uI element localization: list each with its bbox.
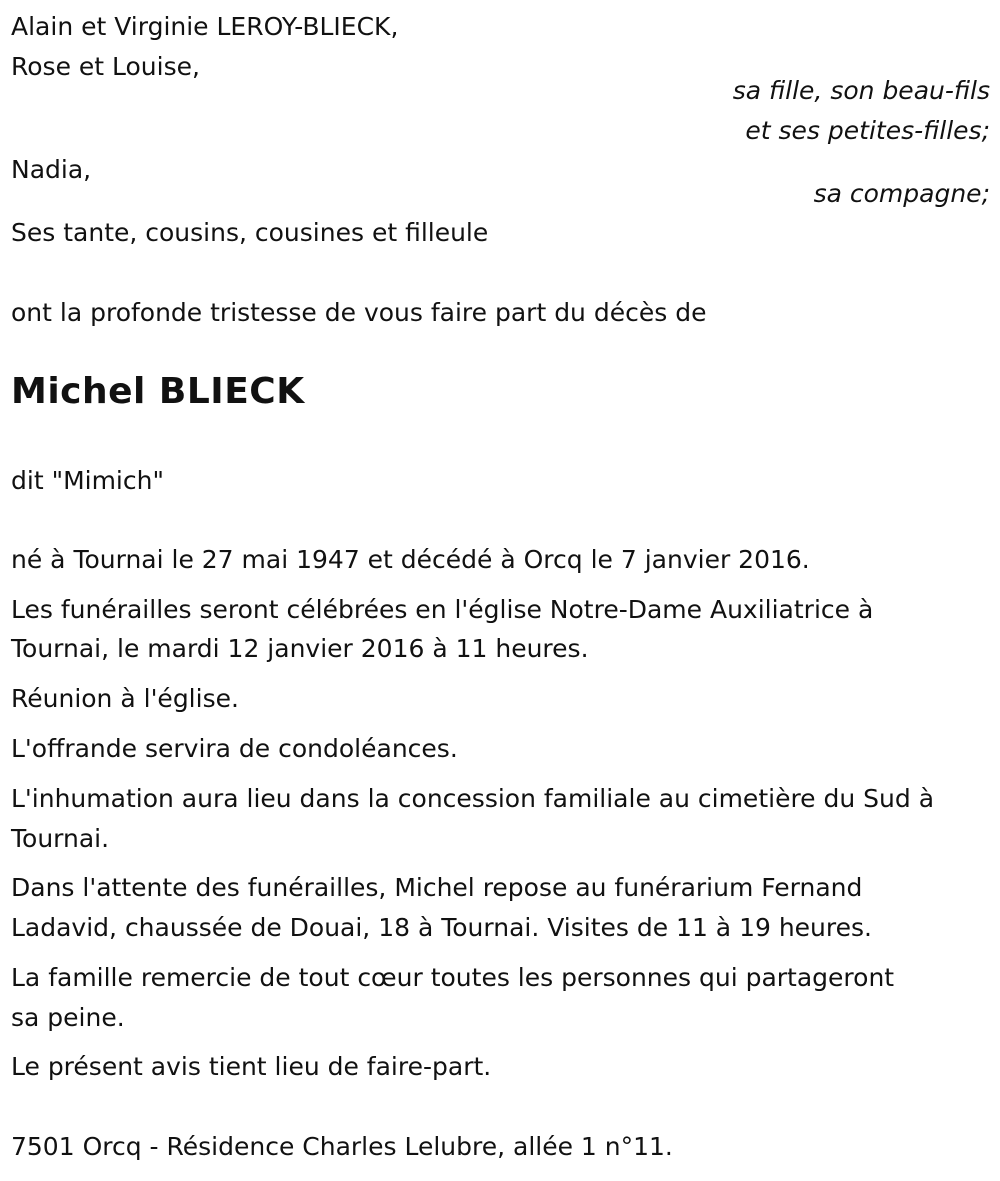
body-line-6: L'inhumation aura lieu dans la concession familiale au cimetière du Sud à <box>11 784 935 813</box>
relation-line-2: et ses petites-filles; <box>745 116 990 145</box>
body-line-11: sa peine. <box>11 1003 125 1032</box>
relation-line-1: sa fille, son beau-fils <box>732 76 990 105</box>
body-line-4: Réunion à l'église. <box>11 684 239 713</box>
announcement-text: ont la profonde tristesse de vous faire part du décès de <box>11 298 707 327</box>
body-line-7: Tournai. <box>11 824 110 853</box>
family-line-1: Alain et Virginie LEROY-BLIECK, <box>11 12 399 41</box>
body-line-10: La famille remercie de tout cœur toutes les personnes qui partageront <box>11 963 895 992</box>
family-line-2: Rose et Louise, <box>11 52 200 81</box>
address: 7501 Orcq - Résidence Charles Lelubre, allée 1 n°11. <box>11 1132 673 1161</box>
body-line-8: Dans l'attente des funérailles, Michel repose au funérarium Fernand <box>11 873 863 902</box>
body-line-1: né à Tournai le 27 mai 1947 et décédé à Orcq le 7 janvier 2016. <box>11 545 810 574</box>
body-line-3: Tournai, le mardi 12 janvier 2016 à 11 heures. <box>11 634 589 663</box>
family-line-4: Ses tante, cousins, cousines et filleule <box>11 218 489 247</box>
body-line-9: Ladavid, chaussée de Douai, 18 à Tournai. Visites de 11 à 19 heures. <box>11 913 872 942</box>
nickname: dit "Mimich" <box>11 466 164 495</box>
family-line-3: Nadia, <box>11 155 92 184</box>
deceased-name: Michel BLIECK <box>11 371 305 412</box>
body-line-12: Le présent avis tient lieu de faire-part. <box>11 1052 492 1081</box>
body-line-2: Les funérailles seront célébrées en l'église Notre-Dame Auxiliatrice à <box>11 595 874 624</box>
relation-line-3: sa compagne; <box>813 179 990 208</box>
body-line-5: L'offrande servira de condoléances. <box>11 734 458 763</box>
